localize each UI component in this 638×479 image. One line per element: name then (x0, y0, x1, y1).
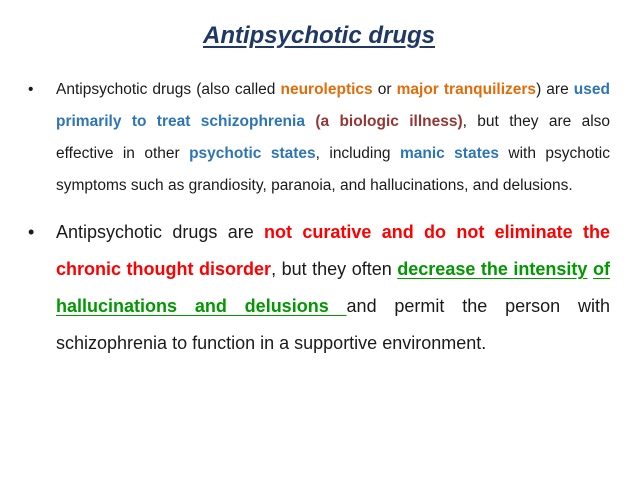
term-major-tranquilizers: major tranquilizers (396, 81, 537, 98)
highlight-psychotic-states: psychotic states (189, 145, 316, 162)
highlight-manic-states: manic states (399, 145, 499, 162)
highlight-hallucinations-delusions: of hallucinations and delusions (56, 259, 610, 316)
text-run: , including (315, 145, 400, 162)
text-run: and permit the person with schizophrenia to function in a supportive environment. (56, 296, 610, 353)
bullet-item-2 (26, 214, 610, 362)
bullet-dot-icon: • (28, 81, 34, 98)
slide-title: Antipsychotic drugs (202, 22, 436, 49)
highlight-decrease-intensity: decrease the intensity (397, 259, 588, 279)
text-run: , but they often (271, 259, 398, 279)
highlight-not-curative: not curative and do not eliminate the chronic thought disorder (56, 222, 610, 279)
bullet-list (26, 74, 610, 362)
text-run: Antipsychotic drugs are (56, 222, 265, 242)
text-run: Antipsychotic drugs (also called (56, 81, 281, 98)
text-run: or (372, 81, 397, 98)
highlight-biologic-illness: (a biologic illness) (315, 113, 463, 130)
bullet-dot-icon: • (28, 222, 35, 242)
term-neuroleptics: neuroleptics (280, 81, 373, 98)
text-run: with psychotic symptoms such as grandiosity, paranoia, and hallucinations, and delusions. (56, 145, 610, 194)
text-run (305, 113, 315, 130)
highlight-used-primarily: used primarily to treat schizophrenia (56, 81, 610, 130)
bullet-item-1 (26, 74, 610, 202)
text-run: , but they are also effective in other (56, 113, 611, 162)
text-run: ) are (536, 81, 574, 98)
